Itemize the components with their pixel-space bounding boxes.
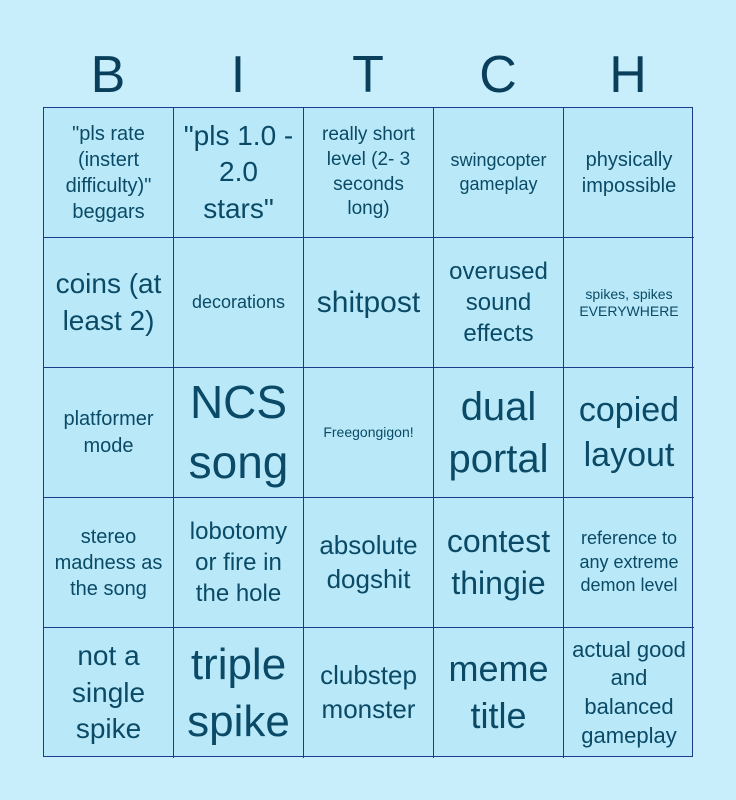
cell-text: shitpost bbox=[316, 285, 421, 319]
header-letter-h: H bbox=[609, 46, 647, 104]
header-letter-i: I bbox=[230, 46, 246, 104]
bingo-cell[interactable] bbox=[564, 108, 694, 238]
cell-text: contest thingie bbox=[446, 522, 551, 601]
header-letter-t: T bbox=[352, 46, 384, 104]
cell-text: stereo madness as the song bbox=[54, 525, 163, 600]
bingo-cell[interactable] bbox=[304, 498, 434, 628]
bingo-cell[interactable] bbox=[174, 628, 304, 758]
bingo-cell[interactable] bbox=[44, 238, 174, 368]
cell-text: dual portal bbox=[448, 384, 549, 481]
bingo-cell[interactable] bbox=[434, 368, 564, 498]
cell-text: overused sound effects bbox=[449, 257, 548, 348]
bingo-cell[interactable] bbox=[434, 238, 564, 368]
cell-text: absolute dogshit bbox=[319, 529, 418, 594]
bingo-cell[interactable] bbox=[564, 368, 694, 498]
bingo-cell[interactable] bbox=[304, 108, 434, 238]
cell-text: physically impossible bbox=[581, 148, 677, 197]
cell-text: NCS song bbox=[188, 375, 289, 488]
bingo-cell[interactable] bbox=[44, 498, 174, 628]
bingo-cell[interactable] bbox=[434, 628, 564, 758]
cell-text: actual good and balanced gameplay bbox=[572, 636, 686, 748]
bingo-cell[interactable] bbox=[44, 368, 174, 498]
bingo-cell[interactable] bbox=[304, 368, 434, 498]
cell-text: triple spike bbox=[187, 639, 290, 746]
cell-text: reference to any extreme demon level bbox=[579, 528, 679, 596]
cell-text: decorations bbox=[191, 291, 286, 312]
bingo-cell[interactable] bbox=[174, 498, 304, 628]
bingo-cell[interactable] bbox=[564, 628, 694, 758]
bingo-cell[interactable] bbox=[434, 108, 564, 238]
bingo-header bbox=[43, 42, 693, 108]
bingo-cell[interactable] bbox=[434, 498, 564, 628]
cell-text: "pls rate (instert difficulty)" beggars bbox=[65, 122, 152, 223]
cell-text: platformer mode bbox=[63, 407, 154, 457]
bingo-cell[interactable] bbox=[564, 498, 694, 628]
cell-text: spikes, spikes EVERYWHERE bbox=[579, 285, 679, 319]
bingo-cell[interactable] bbox=[564, 238, 694, 368]
bingo-cell[interactable] bbox=[44, 108, 174, 238]
bingo-cell[interactable] bbox=[174, 238, 304, 368]
cell-text: meme title bbox=[448, 648, 549, 736]
header-letter-b: B bbox=[90, 46, 126, 104]
cell-text: copied layout bbox=[578, 391, 680, 474]
cell-text: "pls 1.0 - 2.0 stars" bbox=[183, 119, 294, 224]
bingo-cell[interactable] bbox=[44, 628, 174, 758]
bingo-cell[interactable] bbox=[174, 108, 304, 238]
bingo-cell[interactable] bbox=[304, 238, 434, 368]
cell-text: Freegongigon! bbox=[323, 424, 414, 441]
cell-text: really short level (2- 3 seconds long) bbox=[322, 124, 415, 220]
bingo-cell[interactable] bbox=[304, 628, 434, 758]
cell-text: swingcopter gameplay bbox=[450, 150, 547, 194]
cell-text: coins (at least 2) bbox=[55, 268, 162, 336]
bingo-grid bbox=[43, 107, 693, 757]
header-letter-c: C bbox=[479, 46, 517, 104]
bingo-cell[interactable] bbox=[174, 368, 304, 498]
cell-text: clubstep monster bbox=[320, 660, 417, 724]
cell-text: lobotomy or fire in the hole bbox=[189, 517, 288, 608]
cell-text: not a single spike bbox=[71, 640, 146, 745]
